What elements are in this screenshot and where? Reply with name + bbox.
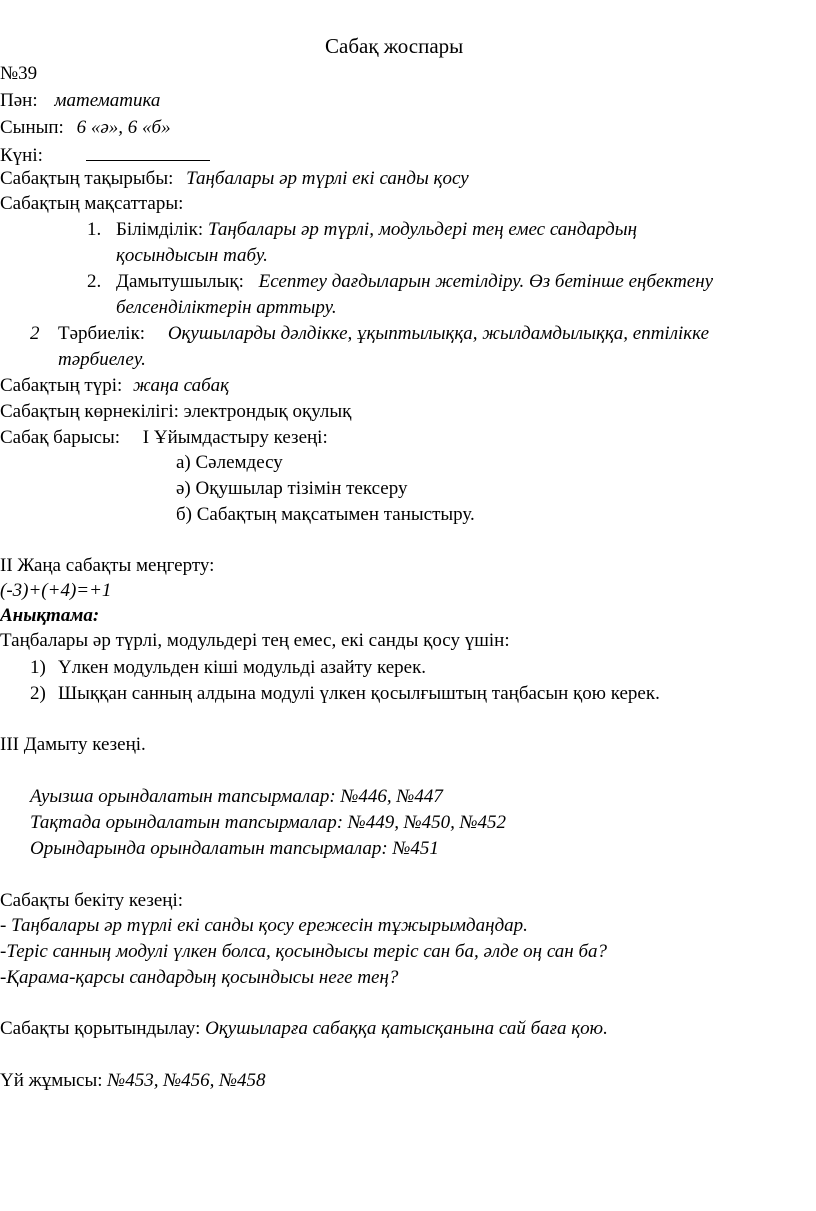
goal-2-label: Дамытушылық: [116,271,244,292]
lesson-type-value: жаңа сабақ [133,375,230,396]
homework-row [0,1068,266,1094]
rule-1-text: Үлкен модульден кіші модульді азайту керек. [58,657,427,678]
goal-1-text: Таңбалары әр түрлі, модульдері тең емес сандардың [207,219,638,240]
goal-2-text: Есептеу дағдыларын жетілдіру. Өз бетінше еңбектену [258,271,714,292]
grade-label: Сынып: [0,117,64,138]
goals-label: Сабақтың мақсаттары: [0,193,184,214]
rule-1-num: 1) [30,657,46,678]
goal-1-line [116,217,637,243]
summary-row [0,1016,608,1042]
date-label: Күні: [0,145,43,166]
visual-aids-row [0,399,351,425]
date-row [0,142,210,169]
homework-value: №453, №456, №458 [107,1070,266,1091]
rule-2-num: 2) [30,683,46,704]
consolidation-question-2: -Теріс санның модулі үлкен болса, қосындысы теріс сан ба, әлде оң сан ба? [0,941,608,962]
section-2-title: ІІ Жаңа сабақты меңгерту: [0,555,215,576]
goal-2-num: 2. [87,271,102,292]
lesson-number: №39 [0,63,38,84]
goal-1-label: Білімділік: [116,219,204,240]
progress-item-2: ә) Оқушылар тізімін тексеру [176,478,408,499]
consolidation-question-3: -Қарама-қарсы сандардың қосындысы неге тең? [0,967,399,988]
task-board: Тақтада орындалатын тапсырмалар: №449, №450, №452 [30,812,507,833]
topic-label: Сабақтың тақырыбы: [0,168,174,189]
subject-row [0,88,160,114]
goal-3-text-cont: тәрбиелеу. [58,349,146,370]
homework-label: Үй жұмысы: [0,1070,103,1091]
grade-value: 6 «ә», 6 «б» [76,117,171,138]
formula: (-3)+(+4)=+1 [0,580,112,601]
task-oral: Ауызша орындалатын тапсырмалар: №446, №447 [30,786,443,807]
progress-item-1: а) Сәлемдесу [176,452,283,473]
progress-item-3: б) Сабақтың мақсатымен таныстыру. [176,504,475,525]
page-title: Сабақ жоспары [325,34,464,58]
goal-2-text-cont: белсенділіктерін арттыру. [116,297,337,318]
grade-row [0,115,171,141]
progress-label: Сабақ барысы: [0,427,121,448]
subject-value: математика [54,90,161,111]
date-blank-line [86,142,210,161]
visual-aids-value: электрондық оқулық [183,401,352,422]
goal-3-text: Оқушыларды дәлдікке, ұқыптылыққа, жылдамдылыққа, ептілікке [167,323,710,344]
topic-row [0,166,469,192]
goal-3-num: 2 [30,323,40,344]
definition-text: Таңбалары әр түрлі, модульдері тең емес, екі санды қосу үшін: [0,630,510,651]
section-3-title: ІІІ Дамыту кезеңі. [0,734,146,755]
topic-value: Таңбалары әр түрлі екі санды қосу [186,168,469,189]
subject-label: Пән: [0,90,38,111]
visual-aids-label: Сабақтың көрнекілігі: [0,401,179,422]
goal-1-num: 1. [87,219,102,240]
goal-2-line [116,269,713,295]
lesson-type-label: Сабақтың түрі: [0,375,123,396]
stage-1-title: І Ұйымдастыру кезеңі: [142,427,328,448]
summary-value: Оқушыларға сабаққа қатысқанына сай баға қою. [205,1018,608,1039]
lesson-type-row [0,373,229,399]
consolidation-title: Сабақты бекіту кезеңі: [0,890,184,911]
progress-row [0,425,328,451]
consolidation-question-1: - Таңбалары әр түрлі екі санды қосу ережесін тұжырымдаңдар. [0,915,528,936]
goal-3-line [58,321,709,347]
goal-1-text-cont: қосындысын табу. [116,245,268,266]
goal-3-label: Тәрбиелік: [58,323,146,344]
definition-label: Анықтама: [0,605,100,626]
task-seats: Орындарында орындалатын тапсырмалар: №451 [30,838,439,859]
rule-2-text: Шыққан санның алдына модулі үлкен қосылғыштың таңбасын қою керек. [58,683,660,704]
summary-label: Сабақты қорытындылау: [0,1018,201,1039]
